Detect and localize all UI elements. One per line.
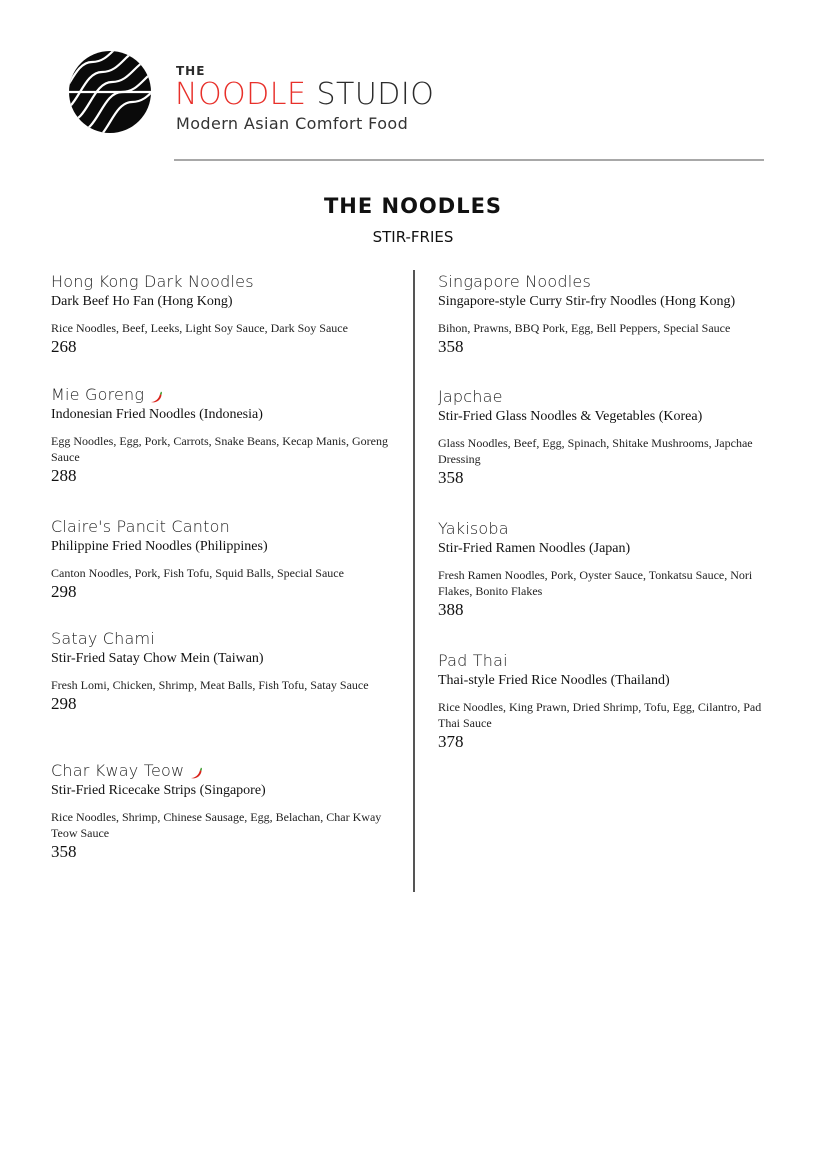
item-name [51,629,401,649]
item-ingredients: Fresh Lomi, Chicken, Shrimp, Meat Balls, Fish Tofu, Satay Sauce [51,678,369,692]
item-name-text: Pad Thai [438,651,508,670]
brand-name [175,78,434,112]
noodle-logo-icon [68,50,152,134]
column-divider [413,270,415,892]
item-name [438,387,778,407]
item-name [51,385,401,405]
menu-item [51,517,401,602]
item-ingredients: Canton Noodles, Pork, Fish Tofu, Squid Balls, Special Sauce [51,566,344,580]
item-price: 298 [51,694,77,713]
item-price: 268 [51,337,77,356]
item-name-text: Claire's Pancit Canton [51,517,230,536]
menu-item [438,272,778,357]
item-name-text: Mie Goreng [51,385,145,404]
item-subtitle: Indonesian Fried Noodles (Indonesia) [51,407,263,422]
menu-item [438,387,778,488]
item-subtitle: Dark Beef Ho Fan (Hong Kong) [51,294,233,309]
header-divider [174,159,764,161]
item-price: 358 [438,337,464,356]
item-subtitle: Philippine Fried Noodles (Philippines) [51,539,268,554]
brand-the: THE [176,64,206,78]
item-name [51,761,401,781]
item-price: 358 [51,842,77,861]
item-name [438,651,778,671]
brand-tagline: Modern Asian Comfort Food [176,114,409,133]
section-subtitle: STIR-FRIES [372,228,454,246]
menu-item [51,761,401,862]
item-subtitle: Stir-Fried Glass Noodles & Vegetables (Korea) [438,409,703,424]
item-name [438,272,778,292]
brand-name-studio: STUDIO [306,77,435,112]
item-name-text: Satay Chami [51,629,155,648]
item-ingredients: Rice Noodles, King Prawn, Dried Shrimp, Tofu, Egg, Cilantro, Pad Thai Sauce [438,700,762,730]
item-name-text: Japchae [438,387,503,406]
item-name-text: Char Kway Teow [51,761,185,780]
item-price: 298 [51,582,77,601]
item-subtitle: Thai-style Fried Rice Noodles (Thailand) [438,673,670,688]
item-subtitle: Stir-Fried Satay Chow Mein (Taiwan) [51,651,264,666]
item-name [438,519,778,539]
menu-item [51,385,401,486]
item-name-text: Hong Kong Dark Noodles [51,272,254,291]
item-name-text: Singapore Noodles [438,272,591,291]
item-ingredients: Fresh Ramen Noodles, Pork, Oyster Sauce, Tonkatsu Sauce, Nori Flakes, Bonito Flakes [438,568,753,598]
menu-item [438,651,778,752]
chili-pepper-icon [149,389,163,403]
menu-item [51,629,401,714]
section-title: THE NOODLES [323,194,503,218]
item-ingredients: Glass Noodles, Beef, Egg, Spinach, Shitake Mushrooms, Japchae Dressing [438,436,753,466]
item-price: 378 [438,732,464,751]
item-name-text: Yakisoba [438,519,509,538]
item-subtitle: Stir-Fried Ricecake Strips (Singapore) [51,783,266,798]
menu-item [438,519,778,620]
item-price: 288 [51,466,77,485]
chili-pepper-icon [189,765,203,779]
item-ingredients: Rice Noodles, Shrimp, Chinese Sausage, Egg, Belachan, Char Kway Teow Sauce [51,810,382,840]
brand-name-noodle: NOODLE [175,77,307,112]
item-ingredients: Egg Noodles, Egg, Pork, Carrots, Snake Beans, Kecap Manis, Goreng Sauce [51,434,388,464]
item-name [51,517,401,537]
item-price: 358 [438,468,464,487]
item-ingredients: Bihon, Prawns, BBQ Pork, Egg, Bell Peppers, Special Sauce [438,321,731,335]
menu-item [51,272,401,357]
item-name [51,272,401,292]
item-subtitle: Singapore-style Curry Stir-fry Noodles (Hong Kong) [438,294,736,309]
item-subtitle: Stir-Fried Ramen Noodles (Japan) [438,541,631,556]
item-price: 388 [438,600,464,619]
item-ingredients: Rice Noodles, Beef, Leeks, Light Soy Sauce, Dark Soy Sauce [51,321,348,335]
